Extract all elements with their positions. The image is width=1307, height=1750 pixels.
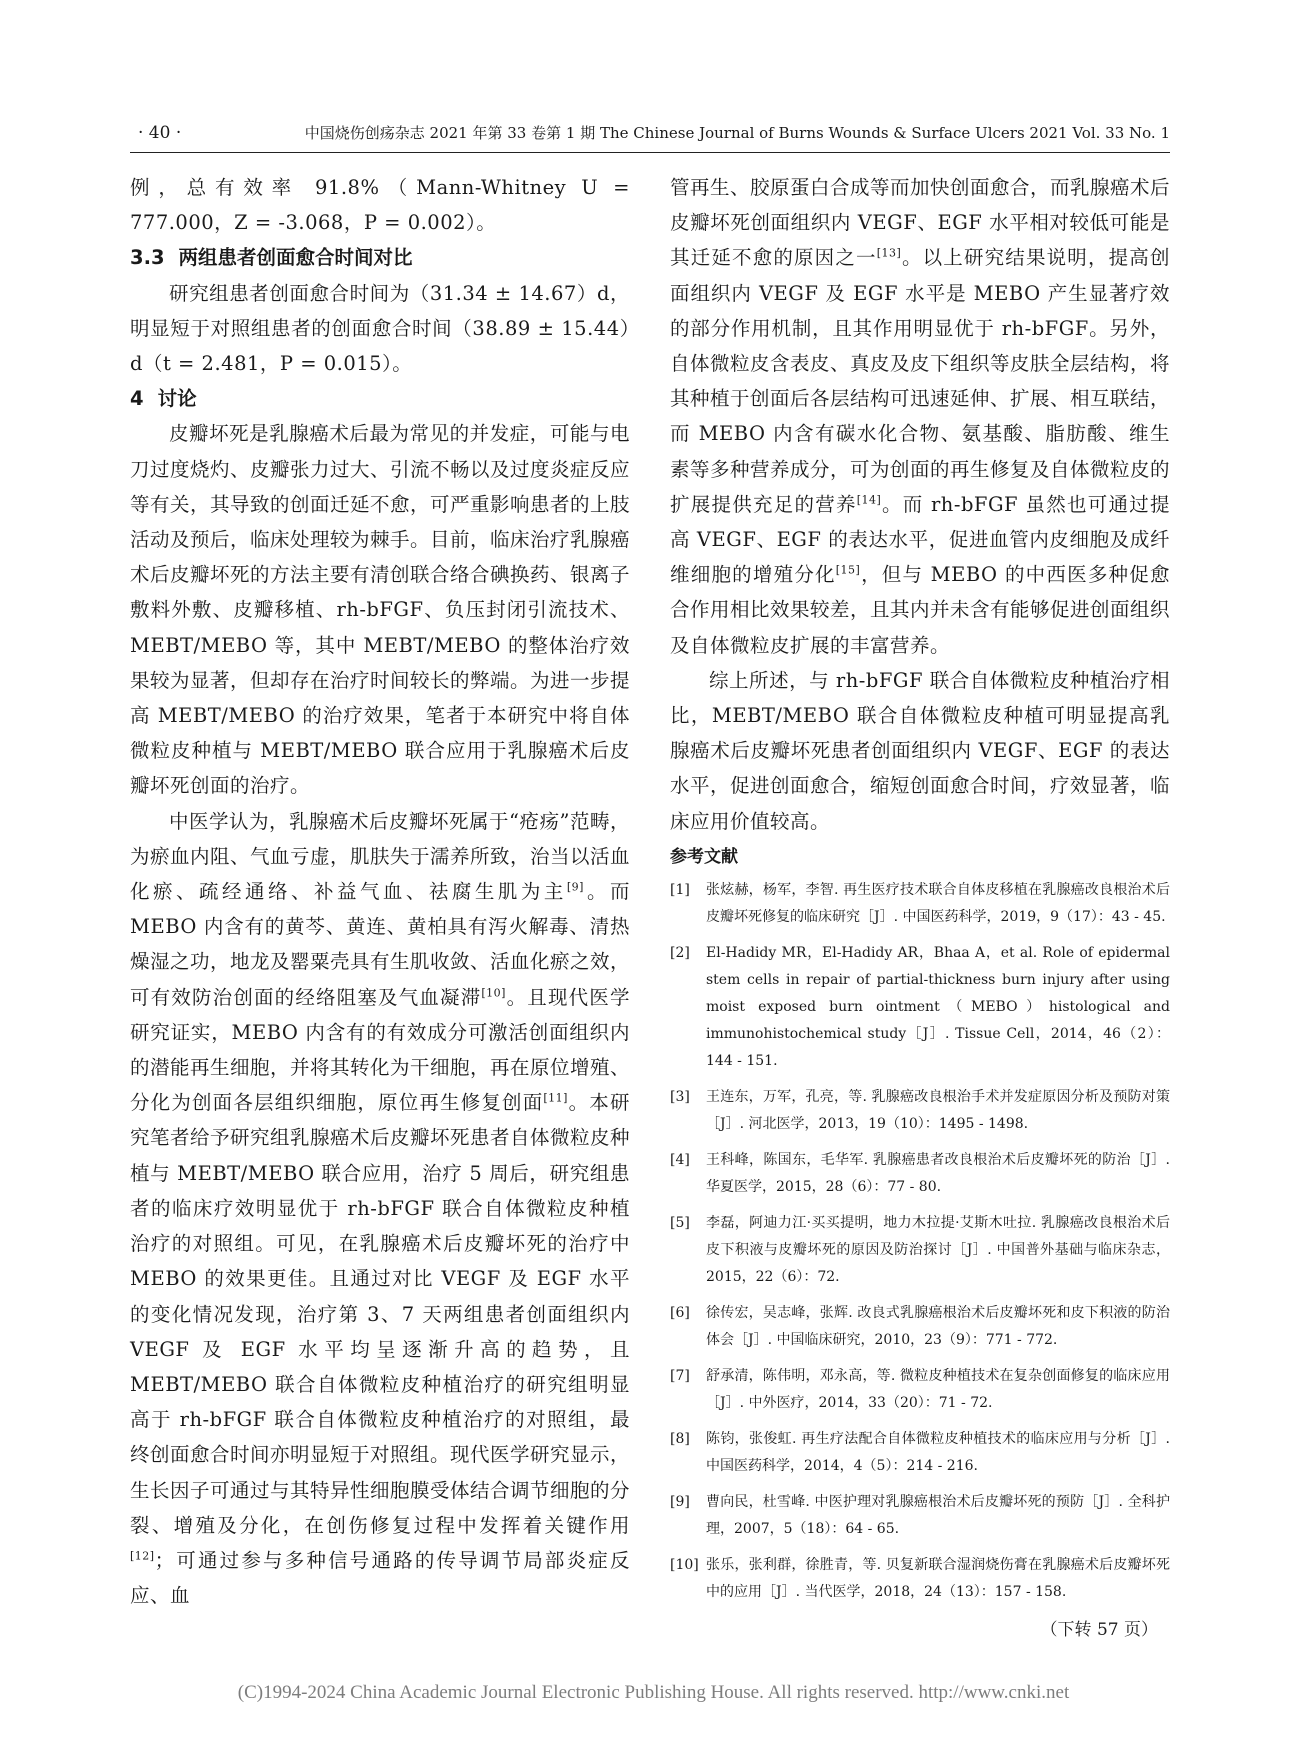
text-run: ；可通过参与多种信号通路的传导调节局部炎症反应、血 xyxy=(130,1548,630,1608)
references-heading: 参考文献 xyxy=(670,846,738,867)
reference-number: [2] xyxy=(670,944,690,961)
reference-text: 张炫赫，杨军，李智. 再生医疗技术联合自体皮移植在乳腺癌改良根治术后皮瓣坏死修复的临床研究［J］. 中国医药科学，2019，9（17）：43 - 45. xyxy=(706,881,1170,925)
reference-item xyxy=(670,1552,1170,1606)
reference-number: [4] xyxy=(670,1151,690,1168)
reference-text: 舒承清，陈伟明，邓永高，等. 微粒皮种植技术在复杂创面修复的临床应用［J］. 中外医疗，2014，33（20）：71 - 72. xyxy=(706,1367,1170,1411)
text-run: 管再生、胶原蛋白合成等而加快创面愈合，而乳腺癌术后皮瓣坏死创面组织内 VEGF、EGF 水平相对较低可能是其迁延不愈的原因之一 xyxy=(670,176,1171,270)
reference-number: [1] xyxy=(670,881,690,898)
section-number: 4 xyxy=(130,387,144,411)
reference-list xyxy=(670,877,1170,1606)
reference-number: [10] xyxy=(670,1556,699,1573)
paragraph-healing-time: 研究组患者创面愈合时间为（31.34 ± 14.67）d，明显短于对照组患者的创面愈合时间（38.89 ± 15.44）d（t = 2.481，P = 0.015）。 xyxy=(130,281,630,376)
section-number: 3.3 xyxy=(130,246,165,270)
continued-note: （下转 57 页） xyxy=(1040,1619,1158,1640)
text-run: 。而 MEBO 内含有的黄芩、黄连、黄柏具有泻火解毒、清热燥湿之功，地龙及罂粟壳具有生肌收敛、活血化瘀之效，可有效防治创面的经络阻塞及气血凝滞 xyxy=(130,880,631,1009)
text-run: 。且现代医学研究证实，MEBO 内含有的有效成分可激活创面组织内的潜能再生细胞，并将其转化为干细胞，再在原位增殖、分化为创面各层组织细胞，原位再生修复创面 xyxy=(130,985,631,1115)
reference-item xyxy=(670,1210,1170,1291)
citation-10[interactable]: [10] xyxy=(481,986,506,1000)
page-number: · 40 · xyxy=(138,123,182,143)
reference-number: [8] xyxy=(670,1430,690,1447)
reference-item xyxy=(670,877,1170,931)
left-column xyxy=(130,170,630,1613)
section-heading-3-3 xyxy=(130,240,630,275)
reference-item xyxy=(670,1363,1170,1417)
reference-text: 张乐，张利群，徐胜青，等. 贝复新联合湿润烧伤膏在乳腺癌术后皮瓣坏死中的应用［J］. 当代医学，2018，24（13）：157 - 158. xyxy=(706,1556,1170,1600)
right-column xyxy=(670,170,1170,1640)
section-title: 讨论 xyxy=(157,387,197,411)
reference-item xyxy=(670,1300,1170,1354)
reference-item xyxy=(670,940,1170,1075)
reference-number: [5] xyxy=(670,1214,690,1231)
reference-item xyxy=(670,1147,1170,1201)
paragraph-discussion-2 xyxy=(130,804,630,1614)
reference-text: El-Hadidy MR，El-Hadidy AR，Bhaa A，et al. Role of epidermal stem cells in repair of partial-thickness burn injury after using moist exposed burn ointment（MEBO）histological and immunohistochemical study［J］. Tissue Cell，2014，46（2）：144 - 151. xyxy=(706,944,1170,1069)
text-run: 。本研究笔者给予研究组乳腺癌术后皮瓣坏死患者自体微粒皮种植与 MEBT/MEBO 联合应用，治疗 5 周后，研究组患者的临床疗效明显优于 rh-bFGF 联合自体微粒皮种植治疗的对照组。可见，在乳腺癌术后皮瓣坏死的治疗中 MEBO 的效果更佳。且通过对比 VEGF 及 EGF 水平的变化情况发现，治疗第 3、7 天两组患者创面组织内 VEGF 及 EGF 水平均呈逐渐升高的趋势，且 MEBT/MEBO 联合自体微粒皮种植治疗的研究组明显高于 rh-bFGF 联合自体微粒皮种植治疗的对照组，最终创面愈合时间亦明显短于对照组。现代医学研究显示，生长因子可通过与其特异性细胞膜受体结合调节细胞的分裂、增殖及分化，在创伤修复过程中发挥着关键作用 xyxy=(130,1091,631,1537)
reference-item xyxy=(670,1084,1170,1138)
reference-item xyxy=(670,1426,1170,1480)
reference-number: [9] xyxy=(670,1493,690,1510)
copyright-footer: (C)1994-2024 China Academic Journal Electronic Publishing House. All rights reserved. http://www.cnki.net xyxy=(237,1682,1070,1703)
reference-text: 王连东，万军，孔亮，等. 乳腺癌改良根治手术并发症原因分析及预防对策［J］. 河北医学，2013，19（10）：1495 - 1498. xyxy=(706,1088,1170,1132)
citation-11[interactable]: [11] xyxy=(543,1091,568,1105)
reference-number: [3] xyxy=(670,1088,690,1105)
citation-9[interactable]: [9] xyxy=(566,880,584,894)
citation-14[interactable]: [14] xyxy=(856,493,882,507)
section-title: 两组患者创面愈合时间对比 xyxy=(178,246,413,270)
text-run: ，但与 MEBO 的中西医多种促愈合作用相比效果较差，且其内并未含有能够促进创面组织及自体微粒皮扩展的丰富营养。 xyxy=(670,563,1171,657)
journal-title: 中国烧伤创疡杂志 2021 年第 33 卷第 1 期 The Chinese Journal of Burns Wounds & Surface Ulcers 2021 Vol. 33 No. 1 xyxy=(304,124,1170,142)
text-run: 。而 rh-bFGF 虽然也可通过提高 VEGF、EGF 的表达水平，促进血管内皮细胞及成纤维细胞的增殖分化 xyxy=(670,492,1170,587)
citation-12[interactable]: [12] xyxy=(130,1549,155,1563)
paragraph-continued: 例，总有效率 91.8%（Mann-Whitney U = 777.000，Z = -3.068，P = 0.002）。 xyxy=(130,176,630,235)
reference-item xyxy=(670,1489,1170,1543)
paragraph-conclusion: 综上所述，与 rh-bFGF 联合自体微粒皮种植治疗相比，MEBT/MEBO 联合自体微粒皮种植可明显提高乳腺癌术后皮瓣坏死患者创面组织内 VEGF、EGF 的表达水平，促进创面愈合，缩短创面愈合时间，疗效显著，临床应用价值较高。 xyxy=(670,668,1171,833)
reference-text: 曹向民，杜雪峰. 中医护理对乳腺癌根治术后皮瓣坏死的预防［J］. 全科护理，2007，5（18）：64 - 65. xyxy=(706,1493,1170,1537)
paragraph-discussion-1: 皮瓣坏死是乳腺癌术后最为常见的并发症，可能与电刀过度烧灼、皮瓣张力过大、引流不畅以及过度炎症反应等有关，其导致的创面迁延不愈，可严重影响患者的上肢活动及预后，临床处理较为棘手。目前，临床治疗乳腺癌术后皮瓣坏死的方法主要有清创联合络合碘换药、银离子敷料外敷、皮瓣移植、rh-bFGF、负压封闭引流技术、MEBT/MEBO 等，其中 MEBT/MEBO 的整体治疗效果较为显著，但却存在治疗时间较长的弊端。为进一步提高 MEBT/MEBO 的治疗效果，笔者于本研究中将自体微粒皮种植与 MEBT/MEBO 联合应用于乳腺癌术后皮瓣坏死创面的治疗。 xyxy=(130,422,631,798)
running-header xyxy=(130,122,1170,153)
reference-text: 王科峰，陈国东，毛华军. 乳腺癌患者改良根治术后皮瓣坏死的防治［J］. 华夏医学，2015，28（6）：77 - 80. xyxy=(706,1151,1170,1195)
citation-13[interactable]: [13] xyxy=(876,246,902,260)
reference-text: 徐传宏，吴志峰，张辉. 改良式乳腺癌根治术后皮瓣坏死和皮下积液的防治体会［J］. 中国临床研究，2010，23（9）：771 - 772. xyxy=(706,1304,1170,1348)
citation-15[interactable]: [15] xyxy=(835,563,861,577)
reference-text: 陈钧，张俊虹. 再生疗法配合自体微粒皮种植技术的临床应用与分析［J］. 中国医药科学，2014，4（5）：214 - 216. xyxy=(706,1430,1170,1474)
text-run: 中医学认为，乳腺癌术后皮瓣坏死属于“疮疡”范畴，为瘀血内阻、气血亏虚，肌肤失于濡养所致，治当以活血化瘀、疏经通络、补益气血、祛腐生肌为主 xyxy=(130,809,631,904)
reference-number: [7] xyxy=(670,1367,690,1384)
reference-number: [6] xyxy=(670,1304,690,1321)
text-run: 。以上研究结果说明，提高创面组织内 VEGF 及 EGF 水平是 MEBO 产生显著疗效的部分作用机制，且其作用明显优于 rh-bFGF。另外，自体微粒皮含表皮、真皮及皮下组织等皮肤全层结构，将其种植于创面后各层结构可迅速延伸、扩展、相互联结，而 MEBO 内含有碳水化合物、氨基酸、脂肪酸、维生素等多种营养成分，可为创面的再生修复及自体微粒皮的扩展提供充足的营养 xyxy=(670,246,1171,516)
section-heading-4 xyxy=(130,381,630,416)
reference-text: 李磊，阿迪力江·买买提明，地力木拉提·艾斯木吐拉. 乳腺癌改良根治术后皮下积液与皮瓣坏死的原因及防治探讨［J］. 中国普外基础与临床杂志，2015，22（6）：72. xyxy=(706,1214,1170,1285)
paragraph-discussion-3 xyxy=(670,170,1170,663)
